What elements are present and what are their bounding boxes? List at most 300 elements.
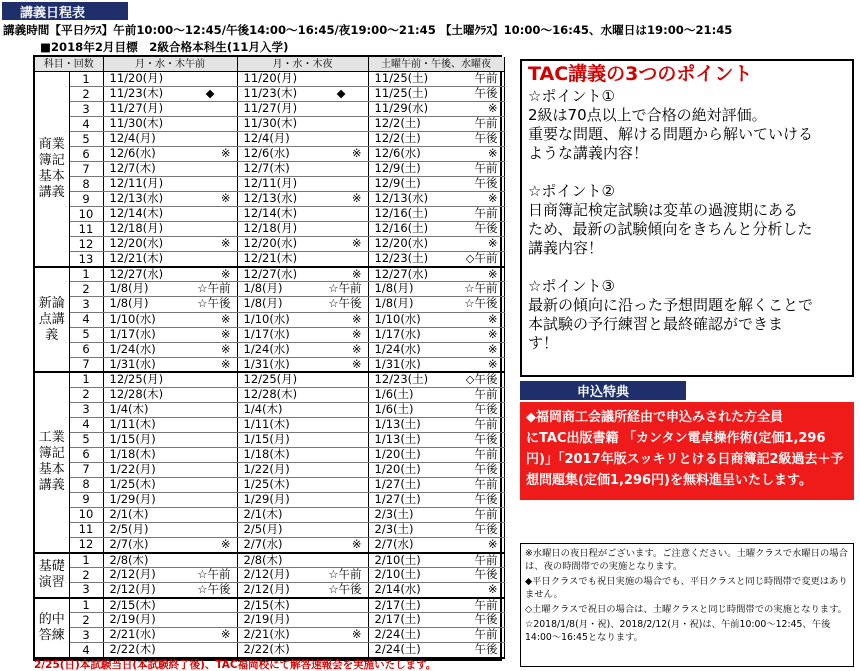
- date-text: 1/8(月): [374, 296, 414, 311]
- weekday-am-cell: [103, 117, 237, 132]
- date-text: 1/20(土): [374, 447, 421, 461]
- date-text: 12/13(水): [109, 191, 164, 206]
- weekday-night-cell: [237, 327, 368, 342]
- weekday-night-cell: [237, 207, 368, 222]
- date-text: 2/8(木): [243, 552, 283, 567]
- session-number: 3: [69, 402, 103, 417]
- weekday-am-cell: [103, 583, 237, 598]
- session-number: 10: [69, 507, 103, 522]
- weekday-night-cell: [237, 432, 368, 447]
- date-text: 1/11(木): [109, 417, 156, 431]
- weekday-am-cell: [103, 522, 237, 537]
- saturday-cell: [368, 177, 504, 192]
- session-mark: ※: [487, 312, 498, 326]
- weekday-night-cell: [237, 237, 368, 252]
- point-1-line: ような講義内容！: [528, 144, 649, 162]
- table-row: [35, 267, 504, 282]
- weekday-am-cell: [103, 417, 237, 432]
- date-text: 12/27(水): [374, 266, 429, 281]
- saturday-cell: [368, 417, 504, 432]
- saturday-cell: [368, 372, 504, 387]
- table-row: [35, 583, 504, 598]
- session-mark: ※: [220, 357, 231, 371]
- benefit-line: ◆福岡商工会議所経由で申込みされた方全員: [526, 410, 783, 425]
- weekday-am-cell: [103, 252, 237, 267]
- table-row: [35, 537, 504, 552]
- weekday-am-cell: [103, 327, 237, 342]
- date-text: 1/10(水): [243, 312, 290, 326]
- date-text: 1/17(水): [109, 327, 156, 341]
- session-mark: 午後: [474, 492, 498, 506]
- table-row: [35, 477, 504, 492]
- saturday-cell: [368, 613, 504, 628]
- weekday-am-cell: [103, 402, 237, 417]
- session-mark: ※: [487, 537, 498, 551]
- weekday-night-cell: [237, 553, 368, 568]
- date-text: 1/25(木): [109, 477, 156, 491]
- date-text: 1/31(水): [374, 357, 421, 371]
- weekday-night-cell: [237, 583, 368, 598]
- weekday-night-cell: [237, 282, 368, 297]
- date-text: 2/21(水): [109, 627, 156, 642]
- session-number: 7: [69, 462, 103, 477]
- date-text: 2/12(月): [109, 582, 156, 597]
- weekday-am-cell: [103, 87, 237, 102]
- date-text: 1/11(木): [243, 417, 290, 431]
- session-mark: 午後: [474, 176, 498, 191]
- date-text: 11/30(木): [109, 116, 164, 131]
- date-text: 2/22(木): [109, 642, 156, 657]
- date-text: 1/27(土): [374, 492, 421, 506]
- date-text: 12/18(月): [109, 221, 164, 236]
- date-text: 1/8(月): [243, 296, 283, 311]
- table-row: [35, 207, 504, 222]
- session-mark: ※: [351, 266, 362, 281]
- table-row: [35, 222, 504, 237]
- header-weekday-am: 月・水・木午前: [103, 57, 237, 72]
- saturday-cell: [368, 147, 504, 162]
- note-holiday-saturday: ◇土曜クラスで祝日の場合は、土曜クラスと同じ時間帯での実施となります。: [525, 604, 847, 615]
- saturday-cell: [368, 252, 504, 267]
- date-text: 11/23(木): [243, 86, 298, 101]
- date-text: 12/25(月): [109, 372, 164, 387]
- session-number: 7: [69, 357, 103, 372]
- date-text: 12/11(月): [109, 176, 164, 191]
- benefit-line: 円)」「2017年版スッキリとける日商簿記2級過去＋予: [526, 452, 844, 467]
- saturday-cell: [368, 568, 504, 583]
- saturday-cell: [368, 162, 504, 177]
- session-mark: ◆: [336, 86, 346, 101]
- subject-cell: 商業簿記 基本講義: [35, 72, 69, 267]
- saturday-cell: [368, 583, 504, 598]
- date-text: 2/5(月): [109, 522, 149, 536]
- date-text: 12/28(木): [109, 387, 164, 401]
- saturday-cell: [368, 72, 504, 87]
- weekday-night-cell: [237, 132, 368, 147]
- weekday-night-cell: [237, 312, 368, 327]
- date-text: 2/12(月): [243, 567, 290, 582]
- session-mark: 午後: [474, 402, 498, 416]
- points-title: TAC講義の3つのポイント: [528, 63, 753, 85]
- weekday-night-cell: [237, 492, 368, 507]
- weekday-night-cell: [237, 147, 368, 162]
- subject-cell: 新論点講義: [35, 267, 69, 372]
- session-number: 5: [69, 132, 103, 147]
- saturday-cell: [368, 537, 504, 552]
- session-number: 3: [69, 102, 103, 117]
- note-wednesday: ※水曜日の夜日程がございます。ご注意ください。土曜クラスで水曜日の場合は、夜の時間帯での実施となります。: [525, 548, 848, 572]
- date-text: 1/6(土): [374, 387, 414, 401]
- weekday-night-cell: [237, 613, 368, 628]
- table-row: [35, 252, 504, 267]
- table-header-row: [35, 57, 504, 72]
- table-row: [35, 507, 504, 522]
- date-text: 2/14(水): [374, 582, 421, 597]
- weekday-night-cell: [237, 192, 368, 207]
- table-row: [35, 192, 504, 207]
- date-text: 2/12(月): [109, 567, 156, 582]
- table-row: [35, 327, 504, 342]
- date-text: 2/22(木): [243, 642, 290, 657]
- session-mark: 午前: [474, 116, 498, 131]
- point-2-heading: ☆ポイント②: [528, 182, 615, 200]
- session-number: 6: [69, 447, 103, 462]
- session-mark: ☆午後: [328, 296, 362, 311]
- date-text: 12/6(水): [109, 146, 156, 161]
- session-mark: 午前: [474, 477, 498, 491]
- header-subject: 科目・回数: [35, 57, 103, 72]
- session-mark: ※: [220, 627, 231, 642]
- point-2-line: 講義内容！: [528, 239, 604, 257]
- session-number: 2: [69, 282, 103, 297]
- weekday-night-cell: [237, 222, 368, 237]
- weekday-am-cell: [103, 192, 237, 207]
- saturday-cell: [368, 327, 504, 342]
- date-text: 1/25(木): [243, 477, 290, 491]
- saturday-cell: [368, 192, 504, 207]
- date-text: 1/17(水): [243, 327, 290, 341]
- date-text: 2/7(水): [109, 537, 149, 551]
- date-text: 11/20(月): [243, 71, 298, 85]
- saturday-cell: [368, 628, 504, 643]
- weekday-am-cell: [103, 222, 237, 237]
- date-text: 1/8(月): [109, 296, 149, 311]
- weekday-night-cell: [237, 537, 368, 552]
- date-text: 1/8(月): [374, 281, 414, 296]
- weekday-night-cell: [237, 462, 368, 477]
- date-text: 1/15(月): [109, 432, 156, 446]
- date-text: 1/8(月): [243, 281, 283, 296]
- weekday-am-cell: [103, 643, 237, 658]
- session-mark: 午前: [474, 552, 498, 567]
- date-text: 1/4(木): [243, 402, 283, 416]
- date-text: 12/14(木): [109, 206, 164, 221]
- point-3-heading: ☆ポイント③: [528, 277, 615, 295]
- table-row: [35, 568, 504, 583]
- saturday-cell: [368, 207, 504, 222]
- date-text: 2/8(木): [109, 552, 149, 567]
- date-text: 2/7(水): [243, 537, 283, 551]
- table-row: [35, 598, 504, 613]
- session-mark: ※: [220, 191, 231, 206]
- date-text: 1/13(土): [374, 417, 421, 431]
- date-text: 1/13(土): [374, 432, 421, 446]
- session-mark: ※: [220, 342, 231, 356]
- date-text: 2/1(木): [109, 507, 149, 521]
- date-text: 12/20(水): [109, 236, 164, 251]
- weekday-night-cell: [237, 402, 368, 417]
- date-text: 2/19(月): [243, 612, 290, 627]
- date-text: 2/7(水): [374, 537, 414, 551]
- point-2-line: 日商簿記検定試験は変革の過渡期にある: [528, 201, 799, 219]
- date-text: 1/24(水): [109, 342, 156, 356]
- table-row: [35, 402, 504, 417]
- saturday-cell: [368, 387, 504, 402]
- weekday-am-cell: [103, 237, 237, 252]
- point-1-line: 重要な問題、解ける問題から解いていける: [528, 125, 814, 143]
- saturday-cell: [368, 477, 504, 492]
- saturday-cell: [368, 432, 504, 447]
- session-mark: ☆午後: [197, 582, 231, 597]
- session-number: 9: [69, 192, 103, 207]
- table-row: [35, 447, 504, 462]
- subject-cell: 工業簿記 基本講義: [35, 372, 69, 552]
- date-text: 12/14(木): [243, 206, 298, 221]
- table-row: [35, 522, 504, 537]
- session-number: 3: [69, 297, 103, 312]
- weekday-night-cell: [237, 447, 368, 462]
- note-holiday-weekday: ◆平日クラスでも祝日実施の場合でも、平日クラスと同じ時間帯で変更はありません。: [525, 576, 848, 600]
- session-number: 1: [69, 553, 103, 568]
- date-text: 12/18(月): [243, 221, 298, 236]
- schedule-table: [35, 57, 505, 659]
- session-mark: ☆午前: [197, 567, 231, 582]
- table-row: [35, 613, 504, 628]
- weekday-am-cell: [103, 132, 237, 147]
- session-mark: 午前: [474, 447, 498, 461]
- session-mark: 午前: [474, 627, 498, 642]
- date-text: 1/31(水): [243, 357, 290, 371]
- weekday-am-cell: [103, 447, 237, 462]
- weekday-am-cell: [103, 432, 237, 447]
- weekday-am-cell: [103, 537, 237, 552]
- date-text: 1/18(木): [109, 447, 156, 461]
- date-text: 2/24(土): [374, 642, 421, 657]
- date-text: 2/5(月): [243, 522, 283, 536]
- session-number: 1: [69, 372, 103, 387]
- saturday-cell: [368, 132, 504, 147]
- table-row: [35, 282, 504, 297]
- session-mark: 午後: [474, 462, 498, 476]
- weekday-night-cell: [237, 568, 368, 583]
- table-row: [35, 432, 504, 447]
- date-text: 12/7(木): [109, 161, 156, 176]
- weekday-night-cell: [237, 72, 368, 87]
- date-text: 12/2(土): [374, 116, 421, 131]
- session-number: 5: [69, 432, 103, 447]
- weekday-am-cell: [103, 162, 237, 177]
- weekday-night-cell: [237, 417, 368, 432]
- session-number: 1: [69, 267, 103, 282]
- session-mark: 午後: [474, 432, 498, 446]
- session-number: 4: [69, 417, 103, 432]
- benefit-box: [520, 402, 854, 500]
- weekday-am-cell: [103, 147, 237, 162]
- session-mark: ◆: [205, 86, 215, 101]
- date-text: 11/20(月): [109, 71, 164, 85]
- session-number: 10: [69, 207, 103, 222]
- benefit-header: 申込特典: [520, 381, 686, 400]
- saturday-cell: [368, 447, 504, 462]
- weekday-am-cell: [103, 267, 237, 282]
- session-mark: ◇午前: [465, 251, 498, 266]
- saturday-cell: [368, 492, 504, 507]
- benefit-line: にTAC出版書籍 「カンタン電卓操作術(定価1,296: [526, 431, 826, 446]
- session-mark: 午前: [474, 417, 498, 431]
- date-text: 2/15(木): [109, 597, 156, 612]
- saturday-cell: [368, 522, 504, 537]
- table-row: [35, 162, 504, 177]
- weekday-night-cell: [237, 252, 368, 267]
- saturday-cell: [368, 102, 504, 117]
- saturday-cell: [368, 643, 504, 658]
- course-name: ■2018年2月目標 2級合格本科生(11月入学): [40, 40, 289, 54]
- weekday-am-cell: [103, 177, 237, 192]
- point-2-line: ため、最新の試験傾向をきちんと分析した: [528, 220, 813, 238]
- subject-cell: 基礎演習: [35, 553, 69, 598]
- weekday-night-cell: [237, 507, 368, 522]
- session-number: 12: [69, 237, 103, 252]
- date-text: 1/24(水): [243, 342, 290, 356]
- saturday-cell: [368, 267, 504, 282]
- session-number: 11: [69, 222, 103, 237]
- session-number: 3: [69, 583, 103, 598]
- date-text: 1/8(月): [109, 281, 149, 296]
- table-row: [35, 342, 504, 357]
- weekday-night-cell: [237, 162, 368, 177]
- date-text: 12/6(水): [374, 146, 421, 161]
- session-mark: ※: [220, 327, 231, 341]
- weekday-am-cell: [103, 507, 237, 522]
- weekday-night-cell: [237, 87, 368, 102]
- table-row: [35, 72, 504, 87]
- date-text: 12/2(土): [374, 131, 421, 146]
- date-text: 2/24(土): [374, 627, 421, 642]
- table-row: [35, 628, 504, 643]
- date-text: 2/3(土): [374, 522, 414, 536]
- session-mark: ※: [487, 327, 498, 341]
- session-mark: 午後: [474, 612, 498, 627]
- weekday-am-cell: [103, 102, 237, 117]
- date-text: 1/27(土): [374, 477, 421, 491]
- weekday-am-cell: [103, 477, 237, 492]
- session-number: 7: [69, 162, 103, 177]
- table-row: [35, 297, 504, 312]
- date-text: 1/22(月): [109, 462, 156, 476]
- session-number: 6: [69, 342, 103, 357]
- weekday-am-cell: [103, 372, 237, 387]
- date-text: 11/23(木): [109, 86, 164, 101]
- date-text: 12/9(土): [374, 176, 421, 191]
- saturday-cell: [368, 342, 504, 357]
- session-number: 1: [69, 598, 103, 613]
- session-number: 5: [69, 327, 103, 342]
- session-mark: ※: [351, 342, 362, 356]
- session-mark: ※: [487, 582, 498, 597]
- date-text: 2/10(土): [374, 552, 421, 567]
- session-mark: ☆午前: [328, 567, 362, 582]
- note-special-days: ☆2018/1/8(月・祝)、2018/2/12(月・祝)は、午前10:00～12:45、午後14:00～16:45となります。: [525, 619, 831, 643]
- weekday-am-cell: [103, 598, 237, 613]
- session-mark: ※: [487, 101, 498, 116]
- session-mark: ☆午前: [197, 281, 231, 296]
- saturday-cell: [368, 507, 504, 522]
- session-mark: ※: [351, 537, 362, 551]
- session-number: 8: [69, 477, 103, 492]
- date-text: 1/6(土): [374, 402, 414, 416]
- date-text: 12/13(水): [374, 191, 429, 206]
- saturday-cell: [368, 87, 504, 102]
- table-row: [35, 132, 504, 147]
- session-mark: ※: [220, 146, 231, 161]
- point-3-line: 本試験の予行練習と最終確認ができま: [528, 315, 784, 333]
- session-mark: ※: [487, 266, 498, 281]
- session-number: 2: [69, 613, 103, 628]
- session-number: 3: [69, 628, 103, 643]
- table-row: [35, 643, 504, 658]
- date-text: 12/23(土): [374, 251, 429, 266]
- point-1-line: 2級は70点以上で合格の絶対評価。: [528, 106, 767, 124]
- saturday-cell: [368, 462, 504, 477]
- session-number: 8: [69, 177, 103, 192]
- date-text: 11/25(土): [374, 71, 429, 85]
- session-number: 4: [69, 117, 103, 132]
- weekday-am-cell: [103, 342, 237, 357]
- session-mark: ☆午前: [464, 281, 498, 296]
- page-title: 講義日程表: [2, 2, 128, 20]
- session-mark: 午前: [474, 206, 498, 221]
- date-text: 12/13(水): [243, 191, 298, 206]
- session-mark: 午前: [474, 387, 498, 401]
- weekday-night-cell: [237, 522, 368, 537]
- point-1-heading: ☆ポイント①: [528, 87, 615, 105]
- session-number: 2: [69, 568, 103, 583]
- session-mark: ※: [487, 236, 498, 251]
- weekday-night-cell: [237, 598, 368, 613]
- session-mark: ☆午後: [197, 296, 231, 311]
- weekday-night-cell: [237, 387, 368, 402]
- point-3-line: す！: [528, 334, 559, 352]
- session-mark: ※: [487, 357, 498, 371]
- table-row: [35, 462, 504, 477]
- saturday-cell: [368, 282, 504, 297]
- date-text: 12/16(土): [374, 206, 429, 221]
- date-text: 12/21(木): [243, 251, 298, 266]
- weekday-night-cell: [237, 297, 368, 312]
- weekday-am-cell: [103, 282, 237, 297]
- date-text: 1/4(木): [109, 402, 149, 416]
- subject-cell: 的中答練: [35, 598, 69, 658]
- date-text: 11/27(月): [243, 101, 298, 116]
- table-row: [35, 372, 504, 387]
- notes-box: [520, 543, 854, 667]
- weekday-am-cell: [103, 462, 237, 477]
- answer-session-note: 2/25(日)本試験当日(本試験終了後)、TAC福岡校にて解答速報会を実施いたします。: [34, 659, 437, 671]
- point-3-line: 最新の傾向に沿った予想問題を解くことで: [528, 296, 814, 314]
- session-mark: ※: [351, 327, 362, 341]
- saturday-cell: [368, 222, 504, 237]
- date-text: 1/22(月): [243, 462, 290, 476]
